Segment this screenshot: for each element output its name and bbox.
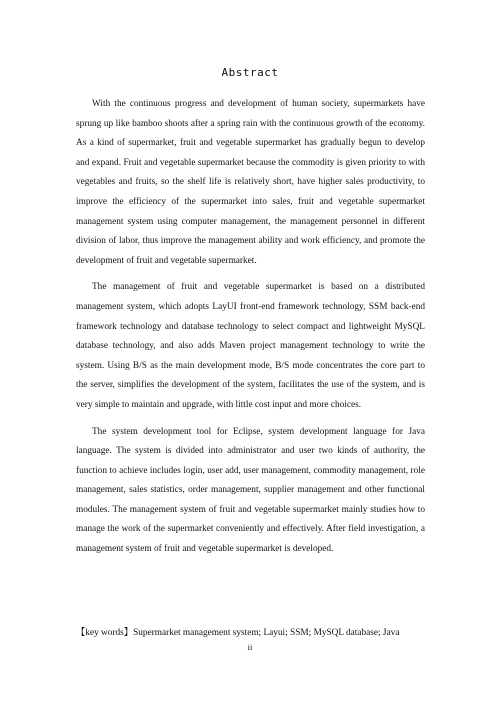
keywords-line xyxy=(76,624,426,642)
abstract-paragraph-3: The system development tool for Eclipse, system development language for Java language. The system is divided into administrator and user two kinds of authority, the function to achieve includes login, user add, user management, commodity management, role management, sales statistics, order management, supplier management and other functional modules. The management system of fruit and vegetable supermarket mainly studies how to manage the work of the supermarket conveniently and effectively. After field investigation, a management system of fruit and vegetable supermarket is developed. xyxy=(76,426,425,555)
abstract-paragraph-1: With the continuous progress and development of human society, supermarkets have sprung up like bamboo shoots after a spring rain with the continuous growth of the economy. As a kind of supermarket, fruit and vegetable supermarket has gradually begun to develop and expand. Fruit and vegetable supermarket because the commodity is given priority to with vegetables and fruits, so the shelf life is relatively short, have higher sales productivity, to improve the efficiency of the supermarket into sales, fruit and vegetable supermarket management system using computer management, the management personnel in different division of labor, thus improve the management ability and work efficiency, and promote the development of fruit and vegetable supermarket. xyxy=(76,99,425,266)
abstract-paragraph-2: The management of fruit and vegetable supermarket is based on a distributed management system, which adopts LayUI front-end framework technology, SSM back-end framework technology and database technology to select compact and lightweight MySQL database technology, and also adds Maven project management technology to write the system. Using B/S as the main development mode, B/S mode concentrates the core part to the server, simplifies the development of the system, facilitates the use of the system, and is very simple to maintain and upgrade, with little cost input and more choices. xyxy=(76,282,425,410)
keywords-text: Supermarket management system; Layui; SSM; MySQL database; Java xyxy=(133,628,400,638)
keywords-label: 【key words】 xyxy=(76,628,134,638)
abstract-body xyxy=(76,95,425,567)
page-title: Abstract xyxy=(221,66,279,79)
page-number: ii xyxy=(247,642,253,652)
